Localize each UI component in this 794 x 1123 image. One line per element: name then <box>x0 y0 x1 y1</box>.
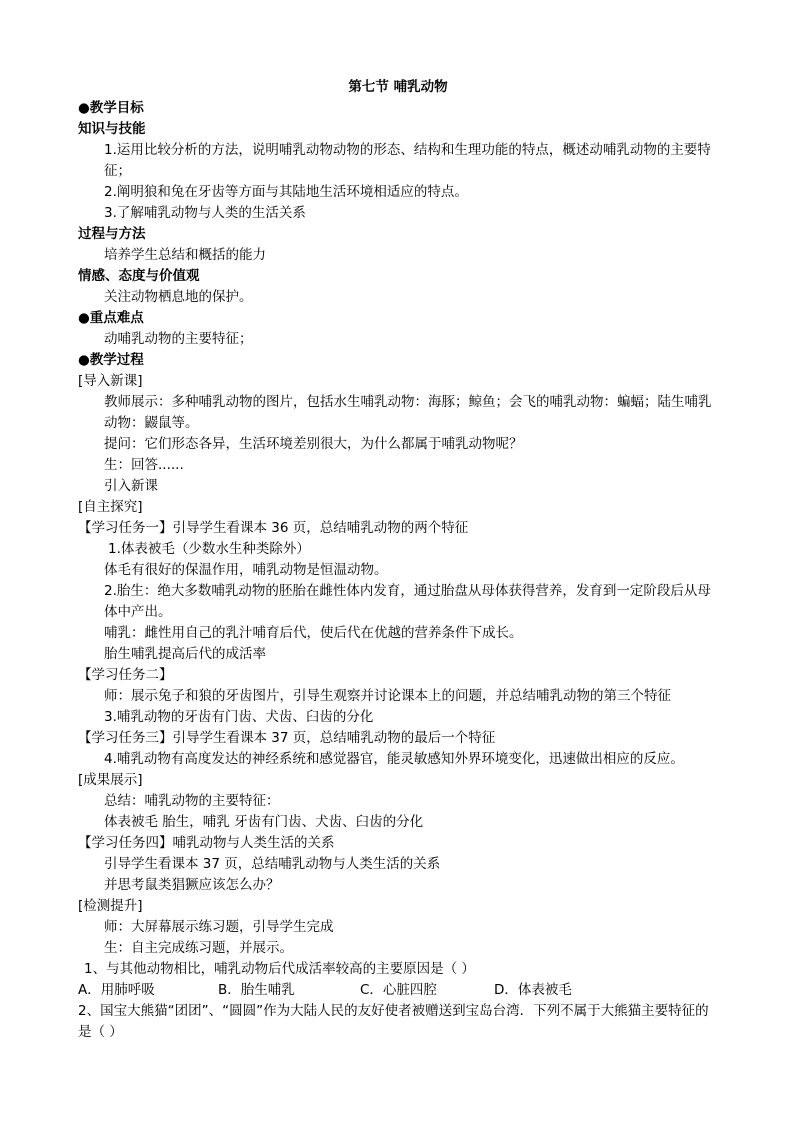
paragraph: 体毛有很好的保温作用，哺乳动物是恒温动物。 <box>104 562 388 578</box>
subheading: 情感、态度与价值观 <box>78 268 200 284</box>
question-1: 1、与其他动物相比，哺乳动物后代成活率较高的主要原因是（ ） <box>84 961 475 977</box>
option-c: C．心脏四腔 <box>360 982 437 998</box>
section-heading: ●重点难点 <box>78 310 144 326</box>
option-a: A．用肺呼吸 <box>78 982 155 998</box>
paragraph: 4.哺乳动物有高度发达的神经系统和感觉器官，能灵敏感知外界环境变化，迅速做出相应的反应。 <box>104 751 684 767</box>
task-heading: 【学习任务一】引导学生看课本 36 页，总结哺乳动物的两个特征 <box>78 520 469 536</box>
paragraph: 培养学生总结和概括的能力 <box>104 247 266 263</box>
bracket-heading: [自主探究] <box>78 499 143 515</box>
question-2: 2、国宝大熊猫“团团”、“圆圆”作为大陆人民的友好使者被赠送到宝岛台湾．下列不属于大熊猫主要特征的是（ ） <box>78 1003 709 1040</box>
section-heading: ●教学目标 <box>78 100 144 116</box>
option-d: D．体表被毛 <box>494 982 572 998</box>
paragraph: 哺乳：雌性用自己的乳汁哺育后代，使后代在优越的营养条件下成长。 <box>104 625 523 641</box>
section-heading: ●教学过程 <box>78 352 144 368</box>
option-b: B．胎生哺乳 <box>218 982 295 998</box>
paragraph: 引入新课 <box>104 478 158 494</box>
paragraph: 动哺乳动物的主要特征； <box>104 331 253 347</box>
paragraph: 1.运用比较分析的方法，说明哺乳动物动物的形态、结构和生理功能的特点，概述动哺乳动物的主要特征； <box>104 142 711 179</box>
paragraph: 1.体表被毛（少数水生种类除外） <box>108 541 310 557</box>
paragraph: 体表被毛 胎生，哺乳 牙齿有门齿、犬齿、臼齿的分化 <box>104 814 424 830</box>
task-heading: 【学习任务四】哺乳动物与人类生活的关系 <box>78 835 335 851</box>
paragraph: 胎生哺乳提高后代的成活率 <box>104 646 266 662</box>
paragraph: 教师展示：多种哺乳动物的图片，包括水生哺乳动物：海豚；鲸鱼；会飞的哺乳动物：蝙蝠；陆生哺乳动物：鼹鼠等。 <box>104 394 712 431</box>
paragraph: 引导学生看课本 37 页，总结哺乳动物与人类生活的关系 <box>104 856 441 872</box>
paragraph: 总结：哺乳动物的主要特征： <box>104 793 280 809</box>
paragraph: 师：大屏幕展示练习题，引导学生完成 <box>104 919 334 935</box>
paragraph: 生：自主完成练习题，并展示。 <box>104 940 293 956</box>
task-heading: 【学习任务三】引导学生看课本 37 页，总结哺乳动物的最后一个特征 <box>78 730 496 746</box>
subheading: 过程与方法 <box>78 226 146 242</box>
paragraph: 3.哺乳动物的牙齿有门齿、犬齿、臼齿的分化 <box>104 709 374 725</box>
bracket-heading: [导入新课] <box>78 373 143 389</box>
paragraph: 师：展示兔子和狼的牙齿图片，引导生观察并讨论课本上的问题，并总结哺乳动物的第三个特征 <box>104 688 671 704</box>
bracket-heading: [成果展示] <box>78 772 143 788</box>
page-title: 第七节 哺乳动物 <box>348 79 448 95</box>
document-page <box>78 76 718 1043</box>
paragraph: 2.胎生：绝大多数哺乳动物的胚胎在雌性体内发育，通过胎盘从母体获得营养，发育到一定阶段后从母体中产出。 <box>104 583 711 620</box>
bracket-heading: [检测提升] <box>78 898 143 914</box>
subheading: 知识与技能 <box>78 121 146 137</box>
question-1-options <box>78 980 718 1001</box>
paragraph: 2.阐明狼和兔在牙齿等方面与其陆地生活环境相适应的特点。 <box>104 184 468 200</box>
paragraph: 并思考鼠类猖獗应该怎么办？ <box>104 877 280 893</box>
task-heading: 【学习任务二】 <box>78 667 173 683</box>
paragraph: 关注动物栖息地的保护。 <box>104 289 253 305</box>
paragraph: 3.了解哺乳动物与人类的生活关系 <box>104 205 306 221</box>
paragraph: 提问：它们形态各异，生活环境差别很大，为什么都属于哺乳动物呢？ <box>104 436 523 452</box>
paragraph: 生：回答...... <box>104 457 184 473</box>
